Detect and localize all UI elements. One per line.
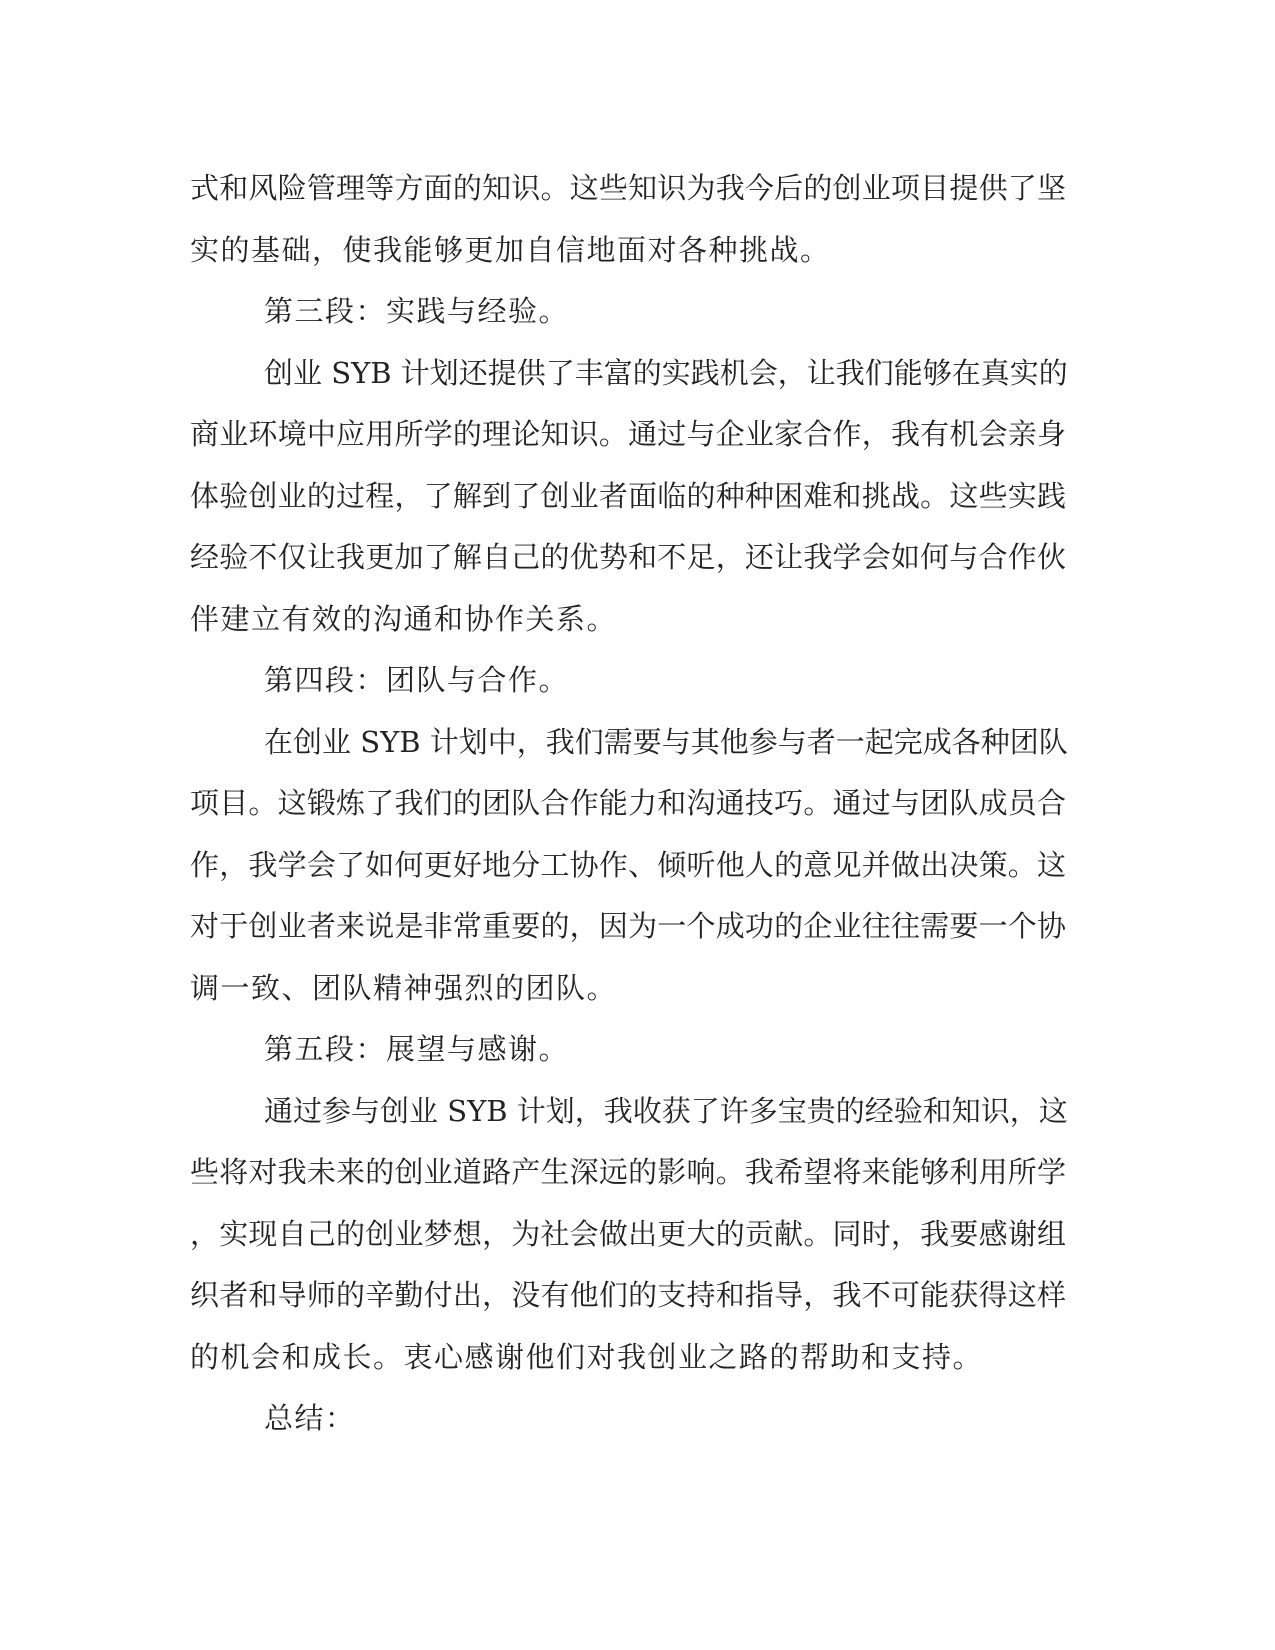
text-line: 在创业 SYB 计划中，我们需要与其他参与者一起完成各种团队	[264, 724, 1068, 759]
text-line: 些将对我未来的创业道路产生深远的影响。我希望将来能够利用所学	[190, 1155, 1066, 1189]
text-line: 作，我学会了如何更好地分工协作、倾听他人的意见并做出决策。这	[190, 847, 1066, 882]
text-line: 商业环境中应用所学的理论知识。通过与企业家合作，我有机会亲身	[190, 417, 1066, 451]
text-line: 织者和导师的辛勤付出，没有他们的支持和指导，我不可能获得这样	[190, 1278, 1066, 1312]
text-line: 总结：	[264, 1401, 356, 1435]
text-line: 调一致、团队精神强烈的团队。	[190, 970, 618, 1005]
text-line: 第四段：团队与合作。	[264, 663, 570, 697]
document-body	[190, 158, 1066, 1450]
text-line: 对于创业者来说是非常重要的，因为一个成功的企业往往需要一个协	[190, 909, 1066, 943]
text-line: 第五段：展望与感谢。	[264, 1032, 570, 1066]
text-line: 项目。这锻炼了我们的团队合作能力和沟通技巧。通过与团队成员合	[190, 786, 1066, 820]
text-line: ，实现自己的创业梦想，为社会做出更大的贡献。同时，我要感谢组	[190, 1216, 1066, 1251]
text-line: 式和风险管理等方面的知识。这些知识为我今后的创业项目提供了坚	[190, 171, 1066, 205]
text-line: 第三段：实践与经验。	[264, 294, 570, 328]
text-line: 的机会和成长。衷心感谢他们对我创业之路的帮助和支持。	[190, 1339, 984, 1374]
text-line: 创业 SYB 计划还提供了丰富的实践机会，让我们能够在真实的	[264, 355, 1068, 390]
text-line: 通过参与创业 SYB 计划，我收获了许多宝贵的经验和知识，这	[264, 1093, 1068, 1128]
text-line: 实的基础，使我能够更加自信地面对各种挑战。	[190, 232, 831, 267]
text-line: 体验创业的过程，了解到了创业者面临的种种困难和挑战。这些实践	[190, 478, 1066, 513]
text-line: 经验不仅让我更加了解自己的优势和不足，还让我学会如何与合作伙	[190, 540, 1066, 574]
text-line: 伴建立有效的沟通和协作关系。	[190, 601, 618, 636]
